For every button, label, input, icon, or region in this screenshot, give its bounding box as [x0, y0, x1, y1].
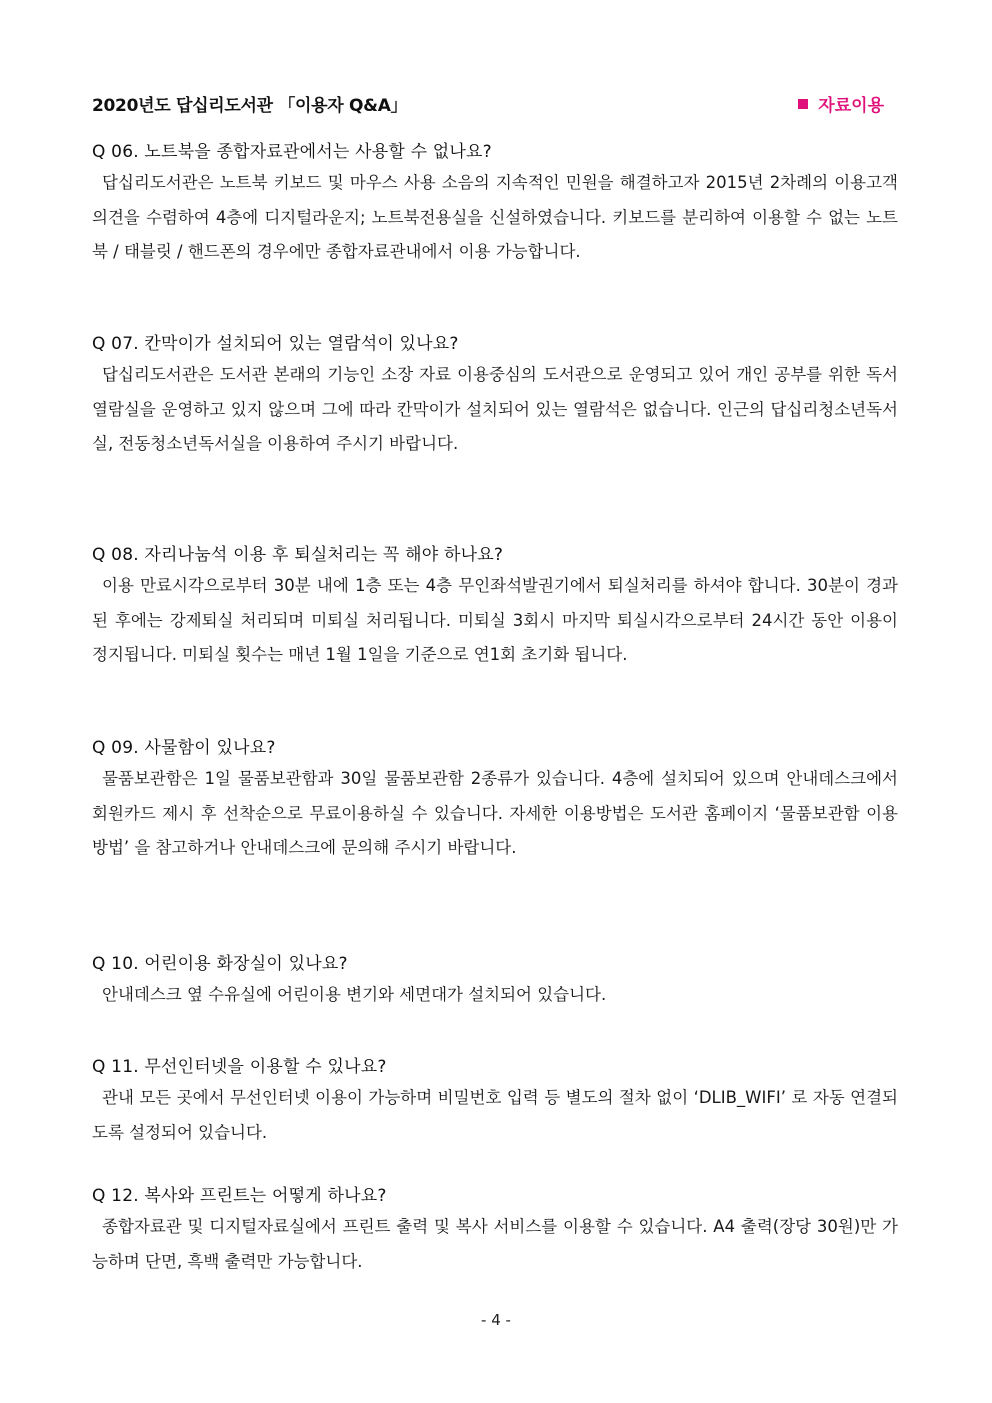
page-number: - 4 - — [481, 1311, 511, 1329]
answer-11: 관내 모든 곳에서 무선인터넷 이용이 가능하며 비밀번호 입력 등 별도의 절차 없이 ‘DLIB_WIFI’ 로 자동 연결되도록 설정되어 있습니다. — [92, 1088, 898, 1142]
qa-item-10 — [92, 950, 898, 1013]
section-label-text: 자료이용 — [818, 96, 884, 116]
question-09: Q 09. 사물함이 있나요? — [92, 738, 276, 758]
qa-item-07 — [92, 330, 898, 462]
question-10: Q 10. 어린이용 화장실이 있나요? — [92, 954, 348, 974]
answer-10: 안내데스크 옆 수유실에 어린이용 변기와 세면대가 설치되어 있습니다. — [102, 985, 607, 1004]
answer-07: 답십리도서관은 도서관 본래의 기능인 소장 자료 이용중심의 도서관으로 운영되고 있어 개인 공부를 위한 독서열람실을 운영하고 있지 않으며 그에 따라 칸막이가 설치되어 있는 열람석은 없습니다. 인근의 답십리청소년독서실, 전동청소년독서실을 이용하여 주시기 바랍니다. — [92, 365, 898, 453]
question-07: Q 07. 칸막이가 설치되어 있는 열람석이 있나요? — [92, 334, 459, 354]
question-06: Q 06. 노트북을 종합자료관에서는 사용할 수 없나요? — [92, 142, 492, 162]
answer-12: 종합자료관 및 디지털자료실에서 프린트 출력 및 복사 서비스를 이용할 수 있습니다. A4 출력(장당 30원)만 가능하며 단면, 흑백 출력만 가능합니다. — [92, 1217, 898, 1271]
answer-06: 답십리도서관은 노트북 키보드 및 마우스 사용 소음의 지속적인 민원을 해결하고자 2015년 2차례의 이용고객 의견을 수렴하여 4층에 디지털라운지; 노트북전용실을 신설하였습니다. 키보드를 분리하여 이용할 수 없는 노트북 / 태블릿 / 핸드폰의 경우에만 종합자료관내에서 이용 가능합니다. — [92, 173, 898, 261]
answer-08: 이용 만료시각으로부터 30분 내에 1층 또는 4층 무인좌석발권기에서 퇴실처리를 하셔야 합니다. 30분이 경과된 후에는 강제퇴실 처리되며 미퇴실 처리됩니다. 미퇴실 3회시 마지막 퇴실시각으로부터 24시간 동안 이용이 정지됩니다. 미퇴실 횟수는 매년 1월 1일을 기준으로 연1회 초기화 됩니다. — [92, 576, 898, 664]
qa-item-09 — [92, 734, 898, 866]
qa-item-06 — [92, 138, 898, 270]
qa-item-11 — [92, 1053, 898, 1150]
question-12: Q 12. 복사와 프린트는 어떻게 하나요? — [92, 1186, 387, 1206]
page-header — [92, 91, 884, 117]
question-11: Q 11. 무선인터넷을 이용할 수 있나요? — [92, 1057, 387, 1077]
answer-09: 물품보관함은 1일 물품보관함과 30일 물품보관함 2종류가 있습니다. 4층에 설치되어 있으며 안내데스크에서 회원카드 제시 후 선착순으로 무료이용하실 수 있습니다. 자세한 이용방법은 도서관 홈페이지 ‘물품보관함 이용 방법’ 을 참고하거나 안내데스크에 문의해 주시기 바랍니다. — [92, 769, 898, 857]
section-label — [798, 91, 884, 116]
qa-item-08 — [92, 541, 898, 673]
header-title: 2020년도 답십리도서관 「이용자 Q&A」 — [92, 96, 408, 116]
square-bullet-icon — [798, 99, 808, 109]
question-08: Q 08. 자리나눔석 이용 후 퇴실처리는 꼭 해야 하나요? — [92, 545, 504, 565]
qa-item-12 — [92, 1182, 898, 1279]
